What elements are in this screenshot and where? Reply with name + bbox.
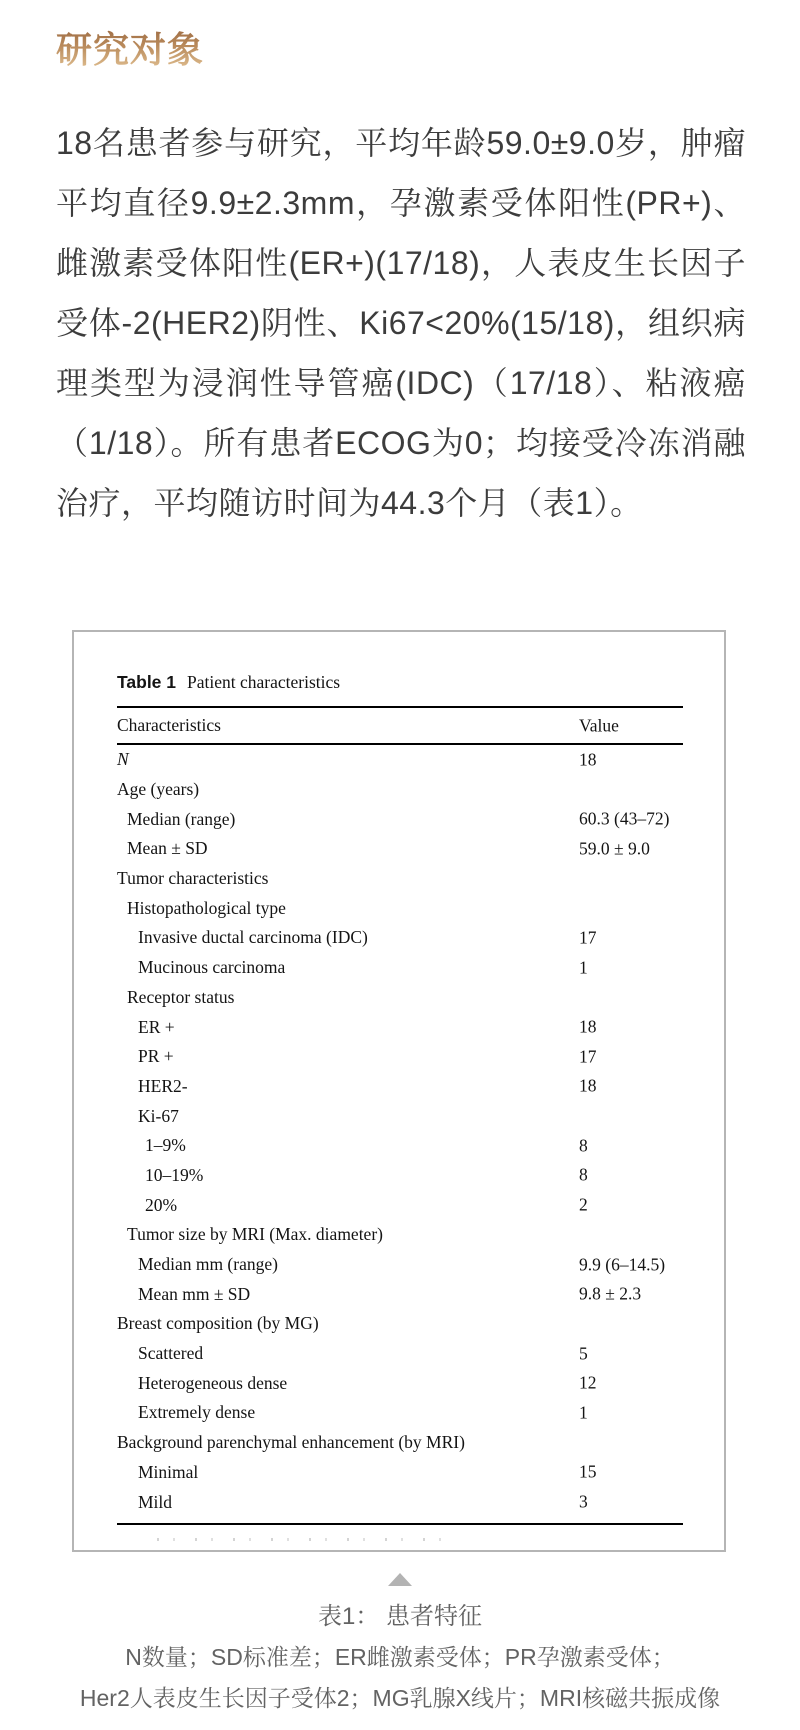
row-value: 8 <box>579 1164 588 1185</box>
table-row <box>117 1250 683 1280</box>
row-label: Receptor status <box>127 986 235 1007</box>
row-value: 18 <box>579 1016 597 1037</box>
row-label: Mucinous carcinoma <box>138 957 286 978</box>
row-value: 60.3 (43–72) <box>579 808 670 829</box>
table-row <box>117 1220 683 1250</box>
row-label: Invasive ductal carcinoma (IDC) <box>138 927 368 948</box>
row-value: 17 <box>579 1046 597 1067</box>
row-label: Extremely dense <box>138 1402 256 1423</box>
row-label: 1–9% <box>145 1135 186 1156</box>
row-label: ER + <box>138 1016 175 1037</box>
row-label: Ki-67 <box>138 1105 179 1126</box>
row-label: Median (range) <box>127 808 236 829</box>
row-value: 8 <box>579 1135 588 1156</box>
table-row <box>117 1487 683 1517</box>
row-label: Background parenchymal enhancement (by MRI) <box>117 1432 465 1453</box>
table-row <box>117 1368 683 1398</box>
table-row <box>117 1190 683 1220</box>
table-row <box>117 775 683 805</box>
table-rule-bottom <box>117 1523 683 1525</box>
row-label: PR + <box>138 1046 174 1067</box>
row-value: 18 <box>579 749 597 770</box>
row-value: 5 <box>579 1343 588 1364</box>
column-header-value: Value <box>579 715 619 735</box>
caption-pointer-triangle-icon <box>388 1573 412 1586</box>
column-header-characteristics: Characteristics <box>117 715 221 735</box>
row-label: Median mm (range) <box>138 1254 278 1275</box>
row-value: 9.9 (6–14.5) <box>579 1254 666 1275</box>
row-value: 15 <box>579 1461 597 1482</box>
table-header-row <box>117 708 683 743</box>
row-label: Age (years) <box>117 779 200 800</box>
table-row <box>117 1309 683 1339</box>
row-label: Mean ± SD <box>127 838 208 859</box>
row-label: Histopathological type <box>127 897 286 918</box>
table-title-text: Patient characteristics <box>187 672 341 692</box>
table-caption-note-2: Her2人表皮生长因子受体2；MG乳腺X线片；MRI核磁共振成像 <box>79 1685 721 1711</box>
table-row <box>117 864 683 894</box>
table-row <box>117 1161 683 1191</box>
table-title-label: Table 1 <box>117 672 177 692</box>
table-title <box>117 672 683 695</box>
row-value: 59.0 ± 9.0 <box>579 838 650 859</box>
table-row <box>117 1042 683 1072</box>
row-label: N <box>117 749 129 770</box>
row-value: 1 <box>579 957 588 978</box>
table-row <box>117 834 683 864</box>
body-paragraph: 18名患者参与研究，平均年龄59.0±9.0岁，肿瘤平均直径9.9±2.3mm，孕激素受体阳性(PR+)、雌激素受体阳性(ER+)(17/18)，人表皮生长因子受体-2(HER2)阴性、Ki67<20%(15/18)，组织病理类型为浸润性导管癌(IDC)（17/18）、粘液癌（1/18）。所有患者ECOG为0；均接受冷冻消融治疗，平均随访时间为44.3个月（表1）。 <box>56 125 746 521</box>
table-caption-note-1: N数量；SD标准差；ER雌激素受体；PR孕激素受体； <box>125 1644 675 1670</box>
row-label: Minimal <box>138 1461 199 1482</box>
table-row <box>117 1072 683 1102</box>
table-row <box>117 1339 683 1369</box>
row-label: Tumor characteristics <box>117 868 269 889</box>
row-value: 17 <box>579 927 597 948</box>
table-row <box>117 923 683 953</box>
table-row <box>117 1101 683 1131</box>
table-row <box>117 1131 683 1161</box>
table-row <box>117 1012 683 1042</box>
row-label: Mild <box>138 1491 173 1512</box>
row-label: Heterogeneous dense <box>138 1372 288 1393</box>
row-label: Breast composition (by MG) <box>117 1313 319 1334</box>
table-row <box>117 953 683 983</box>
section-heading: 研究对象 <box>56 22 204 73</box>
row-value: 18 <box>579 1075 597 1096</box>
table-rows <box>117 745 683 1517</box>
table-content <box>117 632 683 1541</box>
row-label: Scattered <box>138 1343 204 1364</box>
table-row <box>117 745 683 775</box>
table-row <box>117 1428 683 1458</box>
row-label: HER2- <box>138 1075 188 1096</box>
table-row <box>117 1458 683 1488</box>
row-value: 12 <box>579 1372 597 1393</box>
row-value: 2 <box>579 1194 588 1215</box>
table-row <box>117 893 683 923</box>
table-caption-title: 表1： 患者特征 <box>317 1603 482 1630</box>
table-row <box>117 804 683 834</box>
table-figure-image[interactable] <box>72 630 726 1552</box>
row-value: 3 <box>579 1491 588 1512</box>
table-caption <box>0 1596 800 1719</box>
row-value: 9.8 ± 2.3 <box>579 1283 642 1304</box>
row-label: 20% <box>145 1194 178 1215</box>
row-label: Mean mm ± SD <box>138 1283 251 1304</box>
table-row <box>117 1279 683 1309</box>
cropped-footnote-remnant <box>157 1538 457 1541</box>
table-row <box>117 983 683 1013</box>
row-label: 10–19% <box>145 1164 204 1185</box>
row-value: 1 <box>579 1402 588 1423</box>
table-row <box>117 1398 683 1428</box>
row-label: Tumor size by MRI (Max. diameter) <box>127 1224 383 1245</box>
